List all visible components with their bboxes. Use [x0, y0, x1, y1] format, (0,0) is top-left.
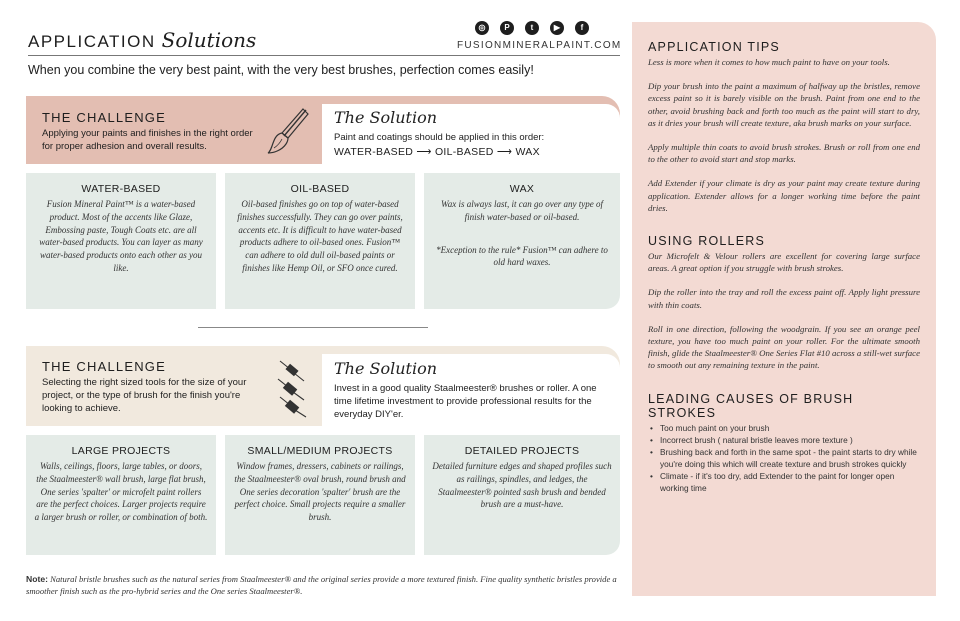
card-detailed-projects: [424, 435, 620, 555]
instagram-icon[interactable]: ◎: [475, 21, 489, 35]
youtube-icon[interactable]: ▶: [550, 21, 564, 35]
causes-list: [648, 422, 920, 494]
card-text: [34, 460, 208, 524]
challenge-2-text: Selecting the right sized tools for the size of your project, or the type of brush for the finish you're looking to achieve.: [42, 377, 247, 414]
social-icons: [475, 21, 595, 35]
header-divider: [28, 55, 620, 56]
tip-paragraph: Dip your brush into the paint a maximum of halfway up the bristles, remove excess paint so it is barely visible on the brush. Paint from one end to the other, avoid brushing back and forth too much as the paint will start to dry, as it dries your brush will create texture, aka brush marks on your surface.: [648, 81, 920, 128]
note-label: Note:: [26, 574, 48, 584]
website-link[interactable]: FUSIONMINERALPAINT.COM: [457, 40, 622, 51]
card-title: DETAILED PROJECTS: [464, 445, 580, 457]
card-paragraph: Oil-based finishes go on top of water-based finishes successfully. They can go over paints, accents etc. It is difficult to have water-based products adhere to oil-based ones. Fusion™ can adhere to old dull oil-based paints or finishes like Hemp Oil, or SFO once cured.: [237, 199, 403, 273]
brushes-icon: [270, 357, 314, 419]
card-oil-based: [225, 173, 415, 309]
rollers-heading: USING ROLLERS: [648, 234, 766, 249]
card-wax: [424, 173, 620, 309]
solution-2-text: Invest in a good quality Staalmeester® brushes or roller. A one time lifetime investment to provide professional results for the everyday DIY'er.: [334, 383, 597, 420]
card-title: LARGE PROJECTS: [71, 445, 171, 457]
arrow-right-icon: ⟶: [416, 146, 432, 158]
challenge-1-text: Applying your paints and finishes in the right order for proper adhesion and overall results.: [42, 128, 253, 152]
card-paragraph: Walls, ceilings, floors, large tables, or doors, the Staalmeester® wall brush, large flat brush, One series 'spalter' or microfelt paint rollers are the perfect choices. Larger projects require a larger brush or roller, or combination of both.: [34, 461, 208, 523]
card-paragraph: Window frames, dressers, cabinets or railings, the Staalmeester® oval brush, round brush and One series decoration 'spalter' brush are the perfect choice. Small projects require a smaller brush.: [234, 461, 406, 523]
solution-2-title: The Solution: [334, 359, 438, 378]
footnote: [26, 573, 626, 597]
arrow-right-icon: ⟶: [496, 146, 513, 158]
tips-heading: APPLICATION TIPS: [648, 40, 780, 54]
section-divider: [198, 327, 428, 328]
card-title: OIL-BASED: [290, 183, 350, 195]
tips-panel: [632, 22, 936, 596]
twitter-icon[interactable]: t: [525, 21, 539, 35]
tip-paragraph: Add Extender if your climate is dry as your paint may create texture during application. Extender allows for a longer working time before the paint dries.: [648, 178, 920, 213]
paintbrush-icon: [266, 106, 310, 156]
card-text: [233, 198, 407, 275]
pinterest-icon[interactable]: P: [500, 21, 514, 35]
card-small-medium-projects: [225, 435, 415, 555]
order-step-1: WATER-BASED: [334, 146, 414, 158]
card-title: WATER-BASED: [81, 183, 161, 195]
solution-1-text: Paint and coatings should be applied in this order:: [334, 132, 545, 143]
tip-paragraph: Apply multiple thin coats to avoid brush strokes. Brush or roll from one end to the other to avoid start and stop marks.: [648, 142, 920, 165]
challenge-1-title: THE CHALLENGE: [42, 110, 166, 125]
tagline: When you combine the very best paint, with the very best brushes, perfection comes easily!: [28, 63, 534, 77]
card-title: SMALL/MEDIUM PROJECTS: [247, 445, 393, 457]
card-paragraph: *Exception to the rule* Fusion™ can adhere to old hard waxes.: [436, 244, 608, 268]
card-text: [233, 460, 407, 524]
card-paragraph: Detailed furniture edges and shaped profiles such as railings, spindles, and ledges, the Staalmeester® pointed sash brush and bended brush are a must-have.: [432, 461, 612, 510]
card-text: [432, 198, 612, 269]
challenge-2-title: THE CHALLENGE: [42, 359, 166, 374]
note-text: Natural bristle brushes such as the natural series from Staalmeester® and the original series provide a more textured finish. Fine quality synthetic bristles provide a smoother finish such as the pro-hybrid series and the One series Staalmeester®.: [26, 574, 617, 596]
order-step-3: WAX: [515, 146, 540, 158]
order-step-2: OIL-BASED: [434, 146, 494, 158]
title-script: Solutions: [161, 28, 257, 52]
roller-paragraph: Dip the roller into the tray and roll the excess paint off. Apply light pressure with thin coats.: [648, 287, 920, 310]
list-item: • Too much paint on your brush: [648, 422, 920, 434]
list-item: • Incorrect brush ( natural bristle leaves more texture ): [648, 434, 920, 446]
card-paragraph: Wax is always last, it can go over any type of finish water-based or oil-based.: [441, 199, 603, 222]
roller-paragraph: Roll in one direction, following the woodgrain. If you see an orange peel texture, you have too much paint on your roller. For the ultimate smooth finish, glide the Staalmeester® One Series Flat #10 across a still-wet surface to smooth out any remaining texture in the paint.: [648, 323, 920, 371]
list-item: • Brushing back and forth in the same spot - the paint starts to dry while you're doing this which will create texture and brush strokes quickly: [648, 446, 920, 470]
card-text: [34, 198, 208, 275]
page-title: [28, 28, 256, 52]
list-item: • Climate - if it's too dry, add Extender to the paint for longer open working time: [648, 470, 920, 494]
card-large-projects: [26, 435, 216, 555]
roller-paragraph: Our Microfelt & Velour rollers are excellent for covering large surface areas. A great option if you struggle with brush strokes.: [648, 251, 920, 274]
card-title: WAX: [509, 183, 535, 195]
facebook-icon[interactable]: f: [575, 21, 589, 35]
card-text: [432, 460, 612, 511]
title-main: APPLICATION: [28, 32, 156, 51]
solution-1-title: The Solution: [334, 108, 438, 127]
application-order: [334, 146, 540, 158]
tip-paragraph: Less is more when it comes to how much paint to have on your tools.: [648, 57, 890, 67]
card-paragraph: Fusion Mineral Paint™ is a water-based product. Most of the accents like Glaze, Embossing paste, Tough Coats etc. are all water-based products. You can layer as many water-based products onto each other as you like.: [39, 199, 203, 273]
causes-heading: LEADING CAUSES OF BRUSH STROKES: [648, 391, 854, 420]
card-water-based: [26, 173, 216, 309]
